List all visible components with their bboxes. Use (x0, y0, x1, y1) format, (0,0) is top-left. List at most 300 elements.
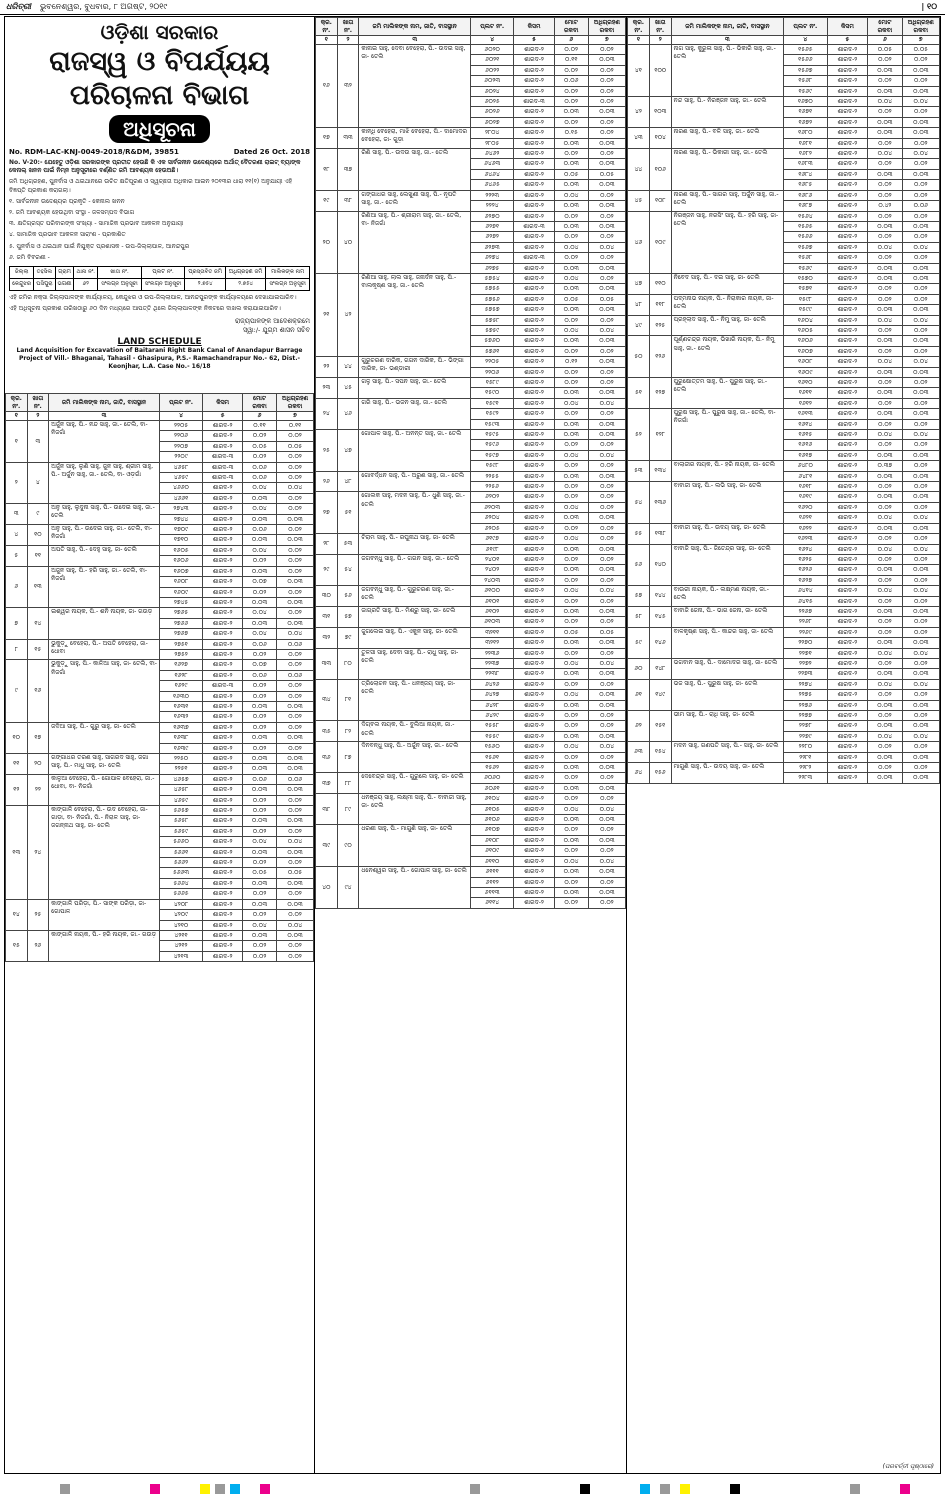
total-area-cell: ୦.୦୨ (868, 325, 902, 335)
plot-cell: ୨୨୭୭ (783, 711, 827, 721)
summary-header-cell: ପ୍ରସ୍ତାବିତ ଜମି (185, 267, 226, 279)
acquired-area-cell: ୦.୦୪ (902, 149, 939, 159)
plot-cell: ୬୪୨୮ (470, 700, 513, 710)
total-area-cell: ୦.୦୩ (554, 867, 588, 877)
serial-cell: ୧୬ (316, 45, 338, 128)
kisam-cell: ଶାରଦ-୨ (514, 325, 554, 335)
acquired-area-cell: ୦.୦୩ (588, 138, 625, 148)
acquired-area-cell: ୦.୦୨ (902, 627, 939, 637)
kisam-cell: ଶାରଦ-୨ (203, 712, 243, 722)
kisam-cell: ଶାରଦ-୨ (514, 482, 554, 492)
plot-cell: ୨୨୦୬ (470, 367, 513, 377)
kisam-cell: ଶାରଦ-୨ (203, 816, 243, 826)
total-area-cell: ୦.୦୨ (554, 409, 588, 419)
kisam-cell: ଶାରଦ-୨ (514, 76, 554, 86)
acquired-area-cell: ୦.୦୨ (902, 232, 939, 242)
plot-cell: ୧୬୧୯ (783, 492, 827, 502)
notice-para-4: ଏହି ଅଧିସୂଚନା ପ୍ରକାଶ ତାରିଖଠାରୁ ୬୦ ଦିନ ମଧ୍ୟରେ ଆପତ୍ତି ଥିଲେ ଜିଲ୍ଲାପାଳଙ୍କ ନିକଟରେ ଦାଖଲ କରାଯାଇପାରିବ। (9, 305, 281, 313)
kisam-cell: ଶାରଦ-୨ (827, 336, 868, 346)
plot-cell: ୨୭୬୬ (159, 618, 202, 628)
acquired-area-cell: ୦.୦୨ (588, 76, 625, 86)
signature-block (9, 317, 310, 335)
acquired-area-cell: ୦.୦୩ (902, 336, 939, 346)
serial-cell: ୫୮ (628, 606, 650, 627)
acquired-area-cell: ୦.୦୪ (902, 513, 939, 523)
kisam-cell: ଶାରଦ-୨ (203, 899, 243, 909)
acquired-area-cell: ୦.୦୨ (902, 76, 939, 86)
serial-cell: ୩୩ (316, 648, 338, 679)
khata-cell: ୩୨ (337, 45, 359, 128)
kisam-cell: ଶାରଦ-୨ (203, 556, 243, 566)
table-row (316, 742, 626, 752)
kisam-cell: ଶାରଦ-୨ (514, 502, 554, 512)
owner-name-cell: ଜଗବନ୍ଧୁ ସାହୁ, ପି.- ଗଗନ ସାହୁ, ଜା.- ତେଲି (359, 554, 471, 585)
total-area-cell: ୦.୦୨ (868, 440, 902, 450)
acquired-area-cell: ୦.୦୩ (277, 733, 314, 743)
kisam-cell: ଶାରଦ-୨ (827, 221, 868, 231)
kisam-cell: ଶାରଦ-୨ (827, 544, 868, 554)
khata-cell: ୧୦ (27, 525, 49, 546)
signature-line-1: ରାଜ୍ୟପାଳଙ୍କ ଆଦେଶକ୍ରମେ (234, 317, 310, 326)
table-row (316, 606, 626, 616)
kisam-cell: ଶାରଦ-୨ (514, 835, 554, 845)
owner-name-cell: ଗୋଲକ ସାହୁ, ମଦନ ସାହୁ, ପି.- ଧୁଣି ସାହୁ, ଜା.- ତେଲି (359, 492, 471, 534)
kisam-cell: ଶାରଦ-୨ (514, 658, 554, 668)
kisam-cell: ଶାରଦ-୨ (827, 263, 868, 273)
notice-para-3: ଏହି ଜମିର ନକ୍ସା ଜିଲ୍ଲାପାଳଙ୍କ କାର୍ଯ୍ୟାଳୟ, କେନ୍ଦୁଝର ଓ ଉପ-ଜିଲ୍ଲାପାଳ, ଆନନ୍ଦପୁରଙ୍କ କାର୍ଯ୍ୟାଳୟରେ ଦେଖାଯାଇପାରିବ। (9, 294, 297, 302)
total-area-cell: ୦.୦୨ (243, 431, 277, 441)
kisam-cell: ଶାରଦ-୨ (514, 55, 554, 65)
total-area-cell: ୦.୦୨ (868, 159, 902, 169)
khata-cell: ୧୦୯ (649, 211, 671, 273)
total-area-cell: ୦.୦୨ (243, 806, 277, 816)
total-area-cell: ୦.୦୨ (554, 523, 588, 533)
total-area-cell: ୦.୦୩ (554, 763, 588, 773)
acquired-area-cell: ୦.୦୨ (902, 55, 939, 65)
kisam-cell: ଶାରଦ-୨ (203, 649, 243, 659)
acquired-area-cell: ୦.୦୩ (902, 169, 939, 179)
kisam-cell: ଶାରଦ-୨ (827, 513, 868, 523)
khata-cell: ୧୦୮ (649, 190, 671, 211)
owner-name-cell: ଭୀମ ସାହୁ, ପି.- ରାଧି ସାହୁ, ଜା- ତେଲି (671, 711, 783, 742)
kisam-cell: ଶାରଦ-୨ (514, 190, 554, 200)
total-area-cell: ୦.୦୫ (554, 627, 588, 637)
khata-cell: ୧୨୫ (649, 315, 671, 336)
total-area-cell: ୦.୦୨ (868, 76, 902, 86)
kisam-cell: ଶାରଦ-୨ (203, 618, 243, 628)
kisam-cell: ଶାରଦ-୨ (514, 388, 554, 398)
serial-cell: ୨୬ (316, 471, 338, 492)
owner-name-cell: ରିଣିଆ ସାହୁ, ପି.- ଶ୍ରୀରାମ ସାହୁ, ଜା.- ତେଲି, ବା- ନିଜଗାଁ (359, 211, 471, 273)
kisam-cell: ଶାରଦ-୨ (827, 731, 868, 741)
kisam-cell: ଶାରଦ-୨ (827, 76, 868, 86)
column-number: ୧ (316, 36, 338, 45)
total-area-cell: ୦.୦୨ (554, 492, 588, 502)
plot-cell: ୫୭୫୯ (470, 325, 513, 335)
acquired-area-cell: ୦.୦୨ (588, 315, 625, 325)
acquired-area-cell: ୦.୦୨ (902, 419, 939, 429)
plot-cell: ୬୪୬୨ (470, 149, 513, 159)
plot-cell: ୬୪୧୪ (783, 586, 827, 596)
acquired-area-cell: ୦.୦୨ (902, 138, 939, 148)
khata-cell: ୧୦୬ (649, 149, 671, 191)
column-number: ୪ (159, 412, 202, 421)
serial-cell: ୧୦ (6, 722, 28, 753)
plot-cell: ୪୨୧୩ (159, 951, 202, 961)
total-area-cell: ୦.୦୩ (554, 138, 588, 148)
table-row (628, 679, 940, 689)
plot-cell: ୨୨୭୫ (783, 690, 827, 700)
acquired-area-cell: ୦.୦୪ (902, 97, 939, 107)
total-area-cell: ୦.୦୫ (243, 441, 277, 451)
plot-cell: ୧୫୫୯ (470, 731, 513, 741)
kisam-cell: ଶାରଦ-୨ (203, 920, 243, 930)
kisam-cell: ଶାରଦ-୨ (514, 315, 554, 325)
acquired-area-cell: ୦.୦୨ (902, 211, 939, 221)
acquired-area-cell: ୦.୦୨ (902, 482, 939, 492)
serial-cell: ୧୧ (6, 754, 28, 775)
kisam-cell: ଶାରଦ-୨ (827, 325, 868, 335)
plot-cell: ୬୧୦୭ (470, 825, 513, 835)
khata-cell: ୧୨୬ (649, 336, 671, 378)
acquired-area-cell: ୦.୦୨ (277, 462, 314, 472)
kisam-cell: ଶାରଦ-୨ (514, 596, 554, 606)
owner-name-cell: ଅପତି ସାହୁ, ପି.- ଦେହୁ ସାହୁ, ଜା- ତେଲି (49, 545, 160, 566)
acquired-area-cell: ୦.୦୩ (588, 388, 625, 398)
table-row (6, 639, 314, 649)
table-row (6, 722, 314, 732)
registration-marks (0, 1478, 945, 1498)
acquired-area-cell: ୦.୦୨ (902, 107, 939, 117)
total-area-cell: ୦.୦୪ (554, 273, 588, 283)
registration-mark (850, 1484, 860, 1494)
total-area-cell: ୦.୦୩ (554, 263, 588, 273)
table-row (628, 606, 940, 616)
total-area-cell: ୦.୦୪ (243, 920, 277, 930)
kisam-cell: ଶାରଦ-୨ (827, 242, 868, 252)
acquired-area-cell: ୦.୦୩ (277, 899, 314, 909)
khata-cell: ୧୪୪ (649, 586, 671, 607)
kisam-cell: ଶାରଦ-୨ (514, 398, 554, 408)
kisam-cell: ଶାରଦ-୨ (514, 107, 554, 117)
total-area-cell: ୦.୦୨ (554, 679, 588, 689)
kisam-cell: ଶାରଦ-୨ (827, 169, 868, 179)
column-number-row (316, 36, 626, 45)
kisam-cell: ଶାରଦ-୨ (514, 378, 554, 388)
plot-cell: ୬୪୨୭ (470, 690, 513, 700)
plot-cell: ୬୦୨୪ (470, 86, 513, 96)
acquired-area-cell: ୦.୦୨ (902, 575, 939, 585)
notification-title: ଅଧିସୂଚନା (109, 115, 210, 143)
kisam-cell: ଶାରଦ-୨ (514, 471, 554, 481)
acquired-area-cell: ୦.୦୩ (277, 701, 314, 711)
khata-cell: ୪୭ (337, 430, 359, 472)
acquired-area-cell: ୦.୦୪ (902, 430, 939, 440)
total-area-cell: ୦.୦୩ (554, 107, 588, 117)
table-row (628, 711, 940, 721)
acquired-area-cell: ୦.୦୨ (588, 721, 625, 731)
plot-cell: ୧୫୯୧ (470, 398, 513, 408)
plot-cell: ୧୬୧୦ (783, 378, 827, 388)
plot-cell: ୧୬୩୧ (159, 701, 202, 711)
acquired-area-cell: ୦.୦୩ (588, 201, 625, 211)
total-area-cell: ୦.୦୩ (554, 388, 588, 398)
total-area-cell: ୦.୦୩ (554, 544, 588, 554)
column-header: ମୋଟ ରକବା (868, 18, 902, 36)
kisam-cell: ଶାରଦ-୨ (827, 305, 868, 315)
acquired-area-cell: ୦.୦୪ (902, 315, 939, 325)
serial-cell: ୪୫ (628, 190, 650, 211)
column-number: ୩ (49, 412, 160, 421)
total-area-cell: ୦.୦୨ (554, 211, 588, 221)
khata-cell: ୪୫ (337, 378, 359, 399)
acquired-area-cell: ୦.୦୨ (277, 608, 314, 618)
total-area-cell: ୦.୦୩ (243, 535, 277, 545)
acquired-area-cell: ୦.୦୩ (588, 221, 625, 231)
total-area-cell: ୦.୦୪ (868, 544, 902, 554)
notice-point: ୧. ସାର୍ବଜନୀନ ଉଦ୍ଦେଶ୍ୟର ପ୍ରକୃତି - କେନାଲ ଖନନ (9, 197, 125, 205)
acquired-area-cell: ୦.୦୨ (902, 534, 939, 544)
owner-name-cell: ଜଦିଆ ସାହୁ, ପି.- ଗୁରୁ ସାହୁ, ଜା- ତେଲି (49, 722, 160, 753)
kisam-cell: ଶାରଦ-୨ (514, 169, 554, 179)
column-header: ଅଧିଗ୍ରହଣ ରକବା (902, 18, 939, 36)
plot-cell: ୨୨୮୧ (783, 752, 827, 762)
owner-name-cell: ଧରଣୀ ସାହୁ, ପି.- ମାଗୁଣି ସାହୁ, ଜା- ତେଲି (359, 825, 471, 867)
total-area-cell: ୦.୦୨ (554, 794, 588, 804)
acquired-area-cell: ୦.୦୪ (277, 837, 314, 847)
khata-cell: ୧୧୦ (649, 273, 671, 294)
total-area-cell: ୦.୦୬ (554, 76, 588, 86)
total-area-cell: ୦.୦୨ (554, 86, 588, 96)
column-header: ଅଧିଗ୍ରହଣ ରକବା (588, 18, 625, 36)
serial-cell: ୨୦ (316, 211, 338, 273)
summary-header-cell: ପ୍ଲଟ ନଂ. (141, 267, 185, 279)
owner-name-cell: ଗୋବର୍ଦ୍ଧନ ସାହୁ, ପି.- ଅରୁଣ ସାହୁ, ଜା.- ତେଲି (359, 471, 471, 492)
kisam-cell: ଶାରଦ-୨ (203, 722, 243, 732)
plot-cell: ୫୭୫୫ (470, 284, 513, 294)
plot-cell: ୨୨୩୭ (470, 658, 513, 668)
plot-cell: ୨୨୮୦ (783, 742, 827, 752)
acquired-area-cell: ୦.୦୩ (588, 867, 625, 877)
acquired-area-cell: ୦.୦୪ (588, 325, 625, 335)
table-row (628, 128, 940, 138)
kisam-cell: ଶାରଦ-୨ (514, 575, 554, 585)
acquired-area-cell: ୦.୦୫ (902, 45, 939, 55)
kisam-cell: ଶାରଦ-୨ (827, 284, 868, 294)
plot-cell: ୪୬୫୮ (159, 785, 202, 795)
serial-cell: ୧୪ (6, 899, 28, 930)
acquired-area-cell: ୦.୦୩ (277, 535, 314, 545)
table-row (316, 190, 626, 200)
serial-cell: ୩୬ (316, 742, 338, 773)
plot-cell: ୨୨୦୭ (159, 441, 202, 451)
kisam-cell: ଶାରଦ-୨ (203, 566, 243, 576)
kisam-cell: ଶାରଦ-୨ (203, 847, 243, 857)
khata-cell: ୧୦୦ (649, 45, 671, 97)
table-row (316, 357, 626, 367)
acquired-area-cell: ୦.୦୨ (902, 159, 939, 169)
kisam-cell: ଶାରଦ-୨ (514, 690, 554, 700)
kisam-cell: ଶାରଦ-୨ (203, 639, 243, 649)
kisam-cell: ଶାରଦ-୨ (203, 608, 243, 618)
kisam-cell: ଶାରଦ-୨ (827, 492, 868, 502)
acquired-area-cell: ୦.୦୪ (902, 586, 939, 596)
plot-cell: ୨୭୪୪ (159, 514, 202, 524)
kisam-cell: ଶାରଦ-୨ (827, 253, 868, 263)
plot-cell: ୧୫୭୦ (783, 273, 827, 283)
total-area-cell: ୦.୦୪ (554, 586, 588, 596)
acquired-area-cell: ୦.୦୩ (902, 117, 939, 127)
table-row (316, 273, 626, 283)
kisam-cell: ଶାରଦ-୨ (827, 315, 868, 325)
column-header: ଖାତା ନଂ. (27, 394, 49, 412)
total-area-cell: ୦.୦୨ (868, 346, 902, 356)
acquired-area-cell: ୦.୦୩ (588, 263, 625, 273)
acquired-area-cell: ୦.୦୩ (902, 492, 939, 502)
plot-cell: ୪୬୬୧ (159, 493, 202, 503)
serial-cell: ୩୯ (316, 825, 338, 867)
kisam-cell: ଶାରଦ-୨ (514, 273, 554, 283)
serial-cell: ୪ (6, 525, 28, 546)
khata-cell: ୫୪ (337, 554, 359, 585)
kisam-cell: ଶାରଦ-୨ (514, 211, 554, 221)
total-area-cell: ୦.୦୩ (243, 930, 277, 940)
kisam-cell: ଶାରଦ-୨ (827, 502, 868, 512)
table-row (628, 336, 940, 346)
khata-cell: ୯ (27, 504, 49, 525)
column-header: କ୍ର. ନଂ. (316, 18, 338, 36)
total-area-cell: ୦.୦୨ (868, 658, 902, 668)
kisam-cell: ଶାରଦ-୨ (514, 430, 554, 440)
total-area-cell: ୦.୦୪ (243, 483, 277, 493)
acquired-area-cell: ୦.୦୬ (902, 201, 939, 211)
plot-cell: ୧୬୨୭ (159, 660, 202, 670)
acquired-area-cell: ୦.୦୫ (277, 441, 314, 451)
notice-point: ୬. ଜମି ବିବରଣୀ - (9, 253, 50, 261)
ref-number: No. RDM-LAC-KNJ-0049-2018/R&DM, 39851 (9, 148, 179, 156)
column-number: ୩ (671, 36, 783, 45)
kisam-cell: ଶାରଦ-୨ (203, 910, 243, 920)
kisam-cell: ଶାରଦ-୨ (203, 421, 243, 431)
total-area-cell: ୦.୦୨ (243, 910, 277, 920)
serial-cell: ୫୨ (628, 409, 650, 461)
plot-cell: ୧୬୭୦ (783, 97, 827, 107)
registration-mark (660, 1484, 670, 1494)
total-area-cell: ୦.୦୨ (868, 482, 902, 492)
plot-cell: ୧୬୦୫ (783, 325, 827, 335)
plot-cell: ୧୬୧୭ (783, 450, 827, 460)
summary-cell: ସଂଲଗ୍ନ ଅନୁସୂଚୀ (141, 279, 185, 291)
plot-cell: ୧୭୦୯ (159, 525, 202, 535)
acquired-area-cell: ୦.୦୨ (588, 440, 625, 450)
plot-cell: ୬୧୦୦ (470, 586, 513, 596)
table-row (628, 45, 940, 55)
total-area-cell: ୦.୦୬ (243, 639, 277, 649)
reference-line (9, 148, 310, 156)
plot-cell: ୨୨୮୩ (783, 773, 827, 783)
plot-cell: ୪୬୫୯ (159, 473, 202, 483)
notice-point: ୨. ଜମି ଆବଶ୍ୟକ ହେଉଥିବା ସଂସ୍ଥା - ଜଳସମ୍ପଦ ବିଭାଗ (9, 209, 135, 217)
plot-cell: ୬୧୦୬ (470, 815, 513, 825)
khata-cell: ୧୧୮ (649, 294, 671, 315)
total-area-cell: ୦.୦୨ (554, 232, 588, 242)
plot-cell: ୨୪୦୨ (470, 565, 513, 575)
plot-cell: ୫୭୬୧ (470, 346, 513, 356)
kisam-cell: ଶାରଦ-୨ (203, 889, 243, 899)
owner-name-cell: ଗଙ୍ଗାଧର ସାହୁ, ଲେଖୁଣୀ ସାହୁ, ପି.- ନୃପତି ସାହୁ, ଜା.- ତେଲି (359, 190, 471, 211)
acquired-area-cell: ୦.୦୩ (588, 815, 625, 825)
owner-name-cell: ଗଙ୍ଗାଧର ତରଣ ସାହୁ, ସାଗରଦ ସାହୁ, ଜଗା ସାହୁ, ପି.- ମାଧୁ ସାହୁ, ଜା- ତେଲି (49, 754, 160, 775)
table-row (316, 867, 626, 877)
acquired-area-cell: ୦.୦୨ (588, 648, 625, 658)
acquired-area-cell: ୦.୦୪ (277, 629, 314, 639)
kisam-cell: ଶାରଦ-୨ (514, 763, 554, 773)
total-area-cell: ୦.୦୪ (554, 325, 588, 335)
total-area-cell: ୦.୦୨ (868, 378, 902, 388)
summary-header-cell: ଜିଲ୍ଲା (10, 267, 34, 279)
schedule-table (315, 17, 626, 909)
kisam-cell: ଶାରଦ-୨ (827, 190, 868, 200)
total-area-cell: ୦.୦୨ (868, 502, 902, 512)
total-area-cell: ୦.୦୬ (243, 774, 277, 784)
kisam-cell: ଶାରଦ-୨ (827, 419, 868, 429)
owner-name-cell: ଦେବେନ୍ଦ୍ର ସାହୁ, ପି.- ଗୁରୁଲେ ସାହୁ, ଜା- ତେଲି (359, 773, 471, 794)
total-area-cell: ୦.୦୩ (868, 263, 902, 273)
total-area-cell: ୦.୦୩ (554, 606, 588, 616)
plot-cell: ୬୨୭୧ (470, 221, 513, 231)
plot-cell: ୧୫୮୯ (470, 378, 513, 388)
kisam-cell: ଶାରଦ-୨ (827, 97, 868, 107)
acquired-area-cell: ୦.୦୨ (902, 378, 939, 388)
serial-cell: ୫୬ (628, 544, 650, 586)
kisam-cell: ଶାରଦ-୨ (827, 409, 868, 419)
khata-cell: ୧୨୮ (649, 409, 671, 461)
total-area-cell: ୦.୦୨ (243, 743, 277, 753)
total-area-cell: ୦.୦୩ (868, 773, 902, 783)
serial-cell: ୩୫ (316, 721, 338, 742)
plot-cell: ୧୬୧୪ (783, 419, 827, 429)
kisam-cell: ଶାରଦ-୨ (827, 534, 868, 544)
plot-cell: ୧୫୬୮ (783, 253, 827, 263)
table-row (628, 409, 940, 419)
acquired-area-cell: ୦.୦୨ (588, 679, 625, 689)
kisam-cell: ଶାରଦ-୨ (514, 856, 554, 866)
acquired-area-cell: ୦.୦୨ (588, 617, 625, 627)
plot-cell: ୫୬୫୭ (159, 806, 202, 816)
column-number-row (628, 36, 940, 45)
kisam-cell: ଶାରଦ-୨ (827, 586, 868, 596)
owner-name-cell: ମାଗୁଣି ସାହୁ, ପି.- ଉଦୟ ସାହୁ, ଜା- ତେଲି (671, 763, 783, 784)
acquired-area-cell: ୦.୦୨ (277, 431, 314, 441)
total-area-cell: ୦.୦୨ (243, 712, 277, 722)
kisam-cell: ଶାରଦ-୨ (827, 617, 868, 627)
summary-cell: ସଂଲଗ୍ନ ଅନୁସୂଚୀ (266, 279, 310, 291)
kisam-cell: ଶାରଦ-୨ (203, 795, 243, 805)
kisam-cell: ଶାରଦ-୨ (514, 128, 554, 138)
kisam-cell: ଶାରଦ-୨ (514, 554, 554, 564)
kisam-cell: ଶାରଦ-୨ (827, 523, 868, 533)
owner-name-cell: ନାରଣ ସାହୁ, ପି.- ଭିକାରୀ ସାହୁ, ଜା.- ତେଲି (671, 149, 783, 191)
total-area-cell: ୦.୦୨ (243, 889, 277, 899)
kisam-cell: ଶାରଦ-୨ (827, 128, 868, 138)
acquired-area-cell: ୦.୦୪ (902, 544, 939, 554)
plot-cell: ୪୨୦୮ (159, 899, 202, 909)
total-area-cell: ୦.୦୨ (243, 795, 277, 805)
total-area-cell: ୦.୦୪ (554, 534, 588, 544)
acquired-area-cell: ୦.୦୩ (902, 367, 939, 377)
acquired-area-cell: ୦.୦୩ (277, 597, 314, 607)
plot-cell: ୧୫୬୧ (470, 752, 513, 762)
